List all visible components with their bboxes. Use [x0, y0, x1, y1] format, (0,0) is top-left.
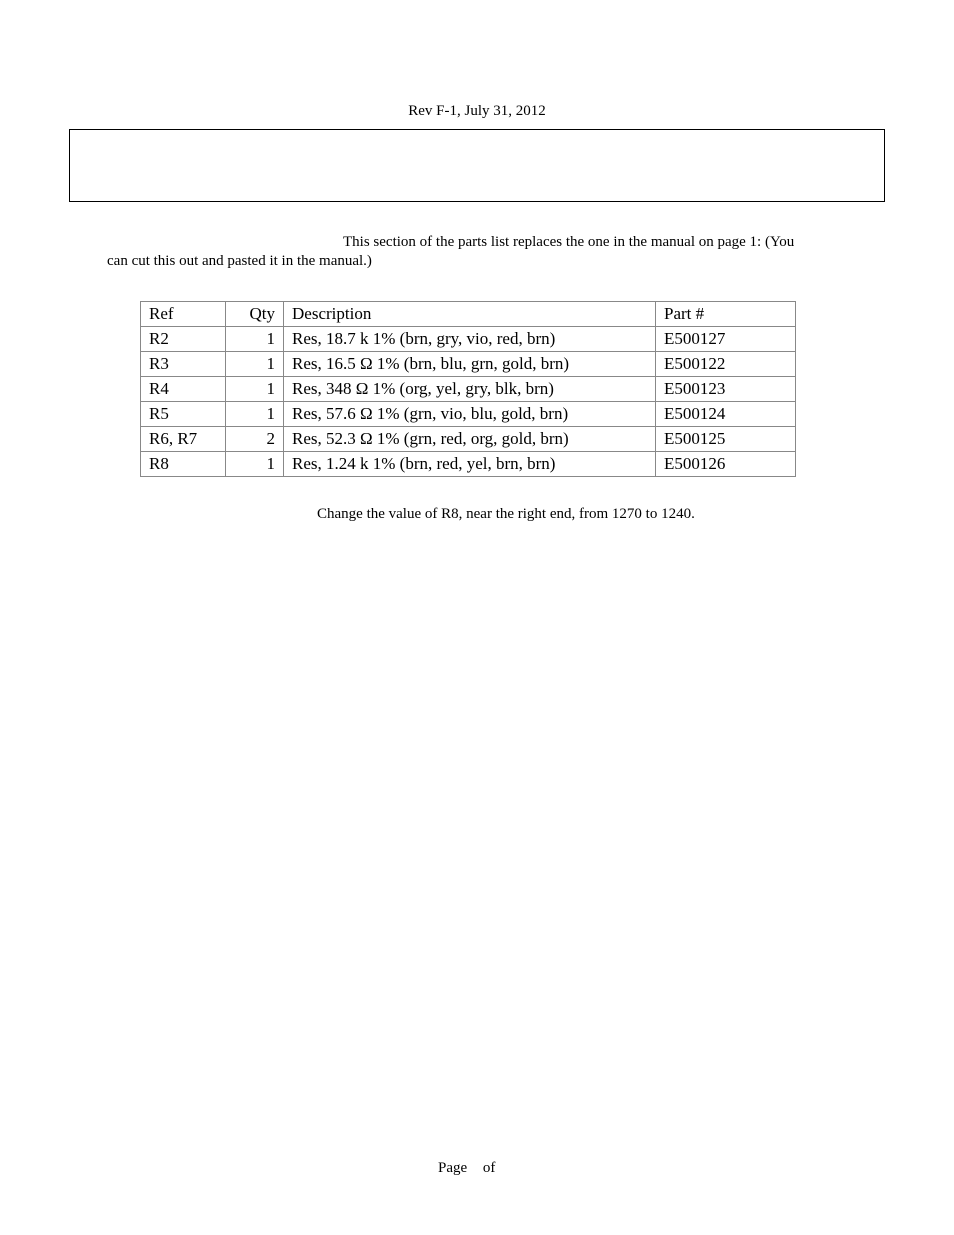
cell-part: E500127	[656, 327, 796, 352]
cell-part: E500123	[656, 377, 796, 402]
cell-ref: R4	[141, 377, 226, 402]
column-header-part: Part #	[656, 302, 796, 327]
cell-description: Res, 52.3 Ω 1% (grn, red, org, gold, brn)	[284, 427, 656, 452]
cell-ref: R5	[141, 402, 226, 427]
cell-ref: R3	[141, 352, 226, 377]
cell-description: Res, 1.24 k 1% (brn, red, yel, brn, brn)	[284, 452, 656, 477]
of-label: of	[482, 1160, 496, 1176]
cell-part: E500126	[656, 452, 796, 477]
table-header-row	[141, 302, 796, 327]
cell-qty: 1	[226, 402, 284, 427]
table-row	[141, 402, 796, 427]
revision-header: Rev F-1, July 31, 2012	[408, 103, 546, 119]
table-row	[141, 327, 796, 352]
table-row	[141, 377, 796, 402]
cell-description: Res, 18.7 k 1% (brn, gry, vio, red, brn)	[284, 327, 656, 352]
page-footer	[438, 1159, 495, 1178]
cell-description: Res, 57.6 Ω 1% (grn, vio, blu, gold, brn)	[284, 402, 656, 427]
cell-qty: 1	[226, 377, 284, 402]
cell-part: E500125	[656, 427, 796, 452]
cell-description: Res, 348 Ω 1% (org, yel, gry, blk, brn)	[284, 377, 656, 402]
cell-ref: R8	[141, 452, 226, 477]
cell-qty: 1	[226, 452, 284, 477]
cell-qty: 2	[226, 427, 284, 452]
table-row	[141, 452, 796, 477]
intro-line-1: This section of the parts list replaces the one in the manual on page 1: (You	[343, 234, 795, 250]
table-row	[141, 352, 796, 377]
change-note: Change the value of R8, near the right end, from 1270 to 1240.	[317, 506, 695, 522]
cell-qty: 1	[226, 327, 284, 352]
cell-part: E500122	[656, 352, 796, 377]
cell-qty: 1	[226, 352, 284, 377]
cell-description: Res, 16.5 Ω 1% (brn, blu, grn, gold, brn)	[284, 352, 656, 377]
column-header-qty: Qty	[226, 302, 284, 327]
title-box	[69, 129, 885, 202]
column-header-ref: Ref	[141, 302, 226, 327]
cell-part: E500124	[656, 402, 796, 427]
page-label: Page	[438, 1160, 468, 1176]
cell-ref: R2	[141, 327, 226, 352]
intro-paragraph	[107, 233, 867, 271]
parts-table	[140, 301, 796, 477]
intro-line-2: can cut this out and pasted it in the manual.)	[107, 253, 372, 269]
cell-ref: R6, R7	[141, 427, 226, 452]
table-row	[141, 427, 796, 452]
column-header-description: Description	[284, 302, 656, 327]
